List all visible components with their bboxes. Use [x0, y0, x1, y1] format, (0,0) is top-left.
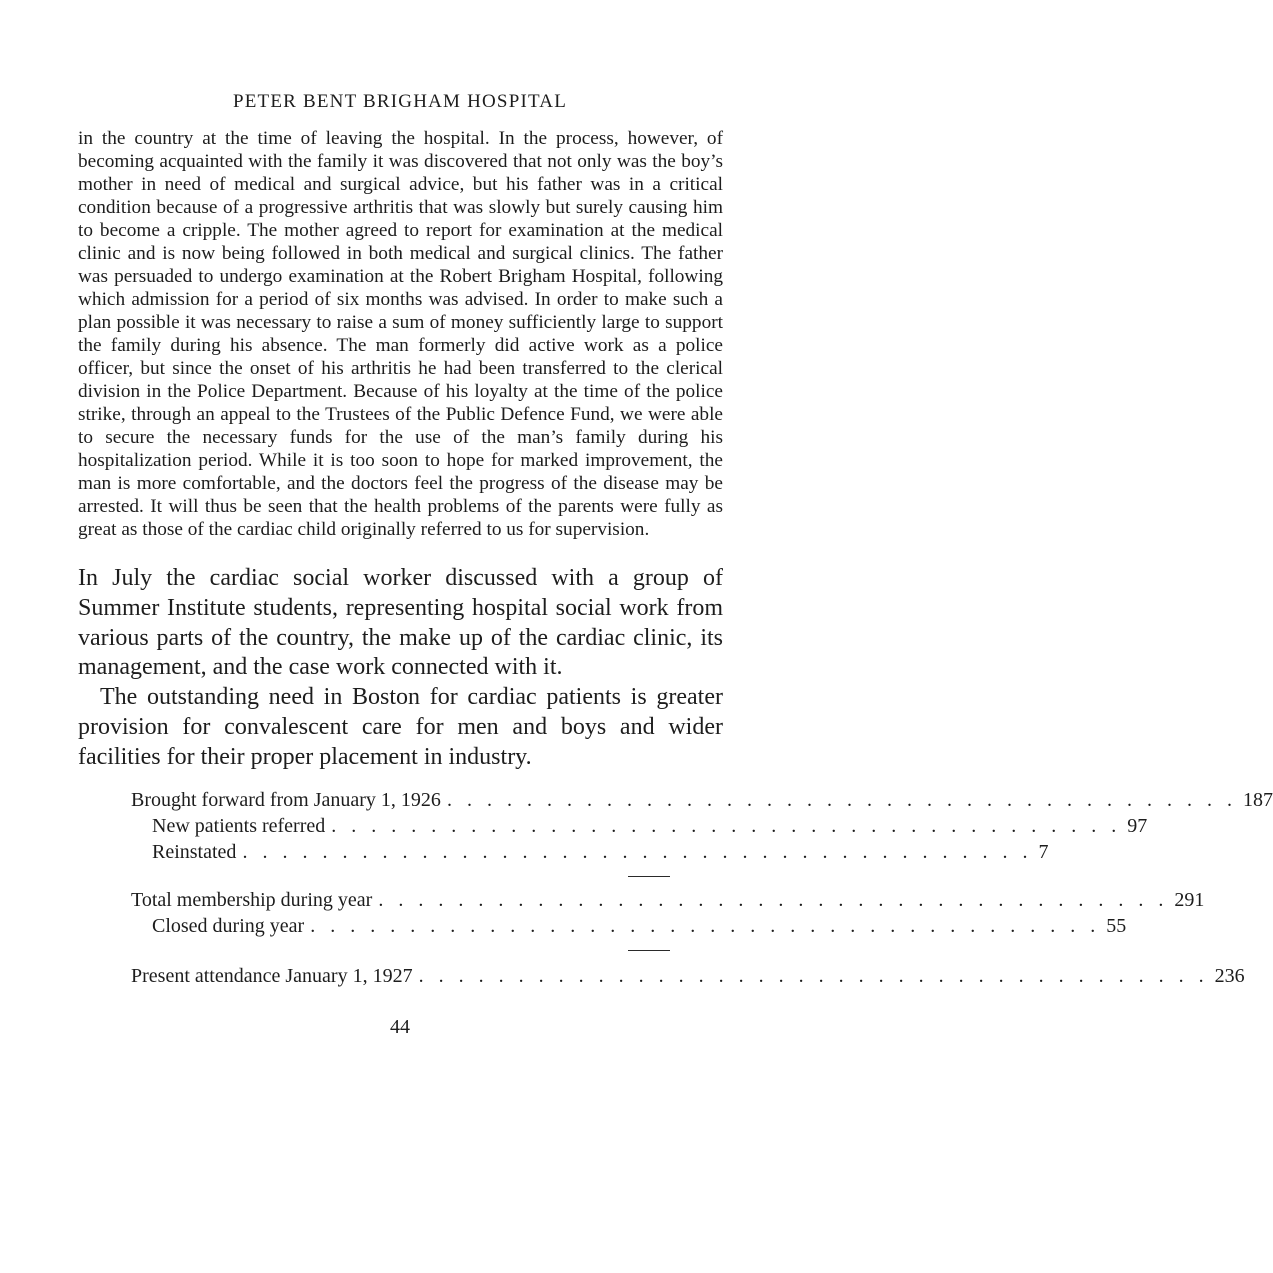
- stat-value: 97: [1127, 815, 1148, 837]
- paragraph-outstanding-need: The outstanding need in Boston for cardiac patients is greater provision for convalescent care for men and boys and wider facilities for their proper placement in industry.: [78, 684, 723, 770]
- dot-leader: . . . . . . . . . . . . . . . . . . . . . . . . . . . . . . . . . . . . . . . .: [418, 965, 1209, 987]
- stat-row-closed: [131, 913, 1127, 939]
- stat-row-total-membership: [131, 887, 1205, 913]
- dot-leader: . . . . . . . . . . . . . . . . . . . . . . . . . . . . . . . . . . . . . . . .: [242, 841, 1033, 863]
- page-number: 44: [390, 1016, 410, 1038]
- stat-row-brought-forward: [131, 787, 1273, 813]
- stat-value: 236: [1214, 965, 1245, 987]
- stat-row-present-attendance: [131, 963, 1245, 989]
- stat-value: 291: [1174, 889, 1205, 911]
- sum-rule: [628, 950, 670, 951]
- stat-value: 55: [1106, 915, 1127, 937]
- dot-leader: . . . . . . . . . . . . . . . . . . . . . . . . . . . . . . . . . . . . . . . .: [378, 889, 1169, 911]
- dot-leader: . . . . . . . . . . . . . . . . . . . . . . . . . . . . . . . . . . . . . . . .: [331, 815, 1122, 837]
- dot-leader: . . . . . . . . . . . . . . . . . . . . . . . . . . . . . . . . . . . . . . . .: [310, 915, 1101, 937]
- paragraph-summer-institute: In July the cardiac social worker discussed with a group of Summer Institute students, representing hospital social work from various parts of the country, the make up of the cardiac clinic, its management, and the case work connected with it.: [78, 565, 723, 681]
- stat-label: Brought forward from January 1, 1926: [131, 789, 441, 811]
- running-head: PETER BENT BRIGHAM HOSPITAL: [232, 91, 567, 112]
- stat-row-reinstated: [131, 839, 1049, 865]
- paragraph-continuation: in the country at the time of leaving the hospital. In the process, however, of becoming acquainted with the family it was discovered that not only was the boy’s mother in need of medical and surgical advice, but his father was in a critical condition because of a progressive arthritis that was slowly but surely causing him to become a cripple. The mother agreed to report for examination at the medical clinic and is now being followed in both medical and surgical clinics. The father was persuaded to undergo examination at the Robert Brigham Hospital, following which admission for a period of six months was advised. In order to make such a plan possible it was necessary to raise a sum of money sufficiently large to support the family during his absence. The man formerly did active work as a police officer, but since the onset of his arthritis he had been transferred to the clerical division in the Police Department. Because of his loyalty at the time of the police strike, through an appeal to the Trustees of the Public Defence Fund, we were able to secure the necessary funds for the use of the man’s family during his hospitalization period. While it is too soon to hope for marked improvement, the man is more comfortable, and the doctors feel the progress of the disease may be arrested. It will thus be seen that the health problems of the parents were fully as great as those of the cardiac child originally referred to us for supervision.: [78, 128, 723, 540]
- stat-label: New patients referred: [152, 815, 326, 837]
- stat-label: Reinstated: [152, 841, 237, 863]
- stat-value: 7: [1038, 841, 1049, 863]
- sum-rule: [628, 876, 670, 877]
- stat-value: 187: [1242, 789, 1273, 811]
- stat-label: Total membership during year: [131, 889, 373, 911]
- stat-row-new-patients: [131, 813, 1148, 839]
- stat-label: Present attendance January 1, 1927: [131, 965, 413, 987]
- stat-label: Closed during year: [152, 915, 305, 937]
- body-text: [78, 127, 723, 773]
- dot-leader: . . . . . . . . . . . . . . . . . . . . . . . . . . . . . . . . . . . . . . . .: [446, 789, 1237, 811]
